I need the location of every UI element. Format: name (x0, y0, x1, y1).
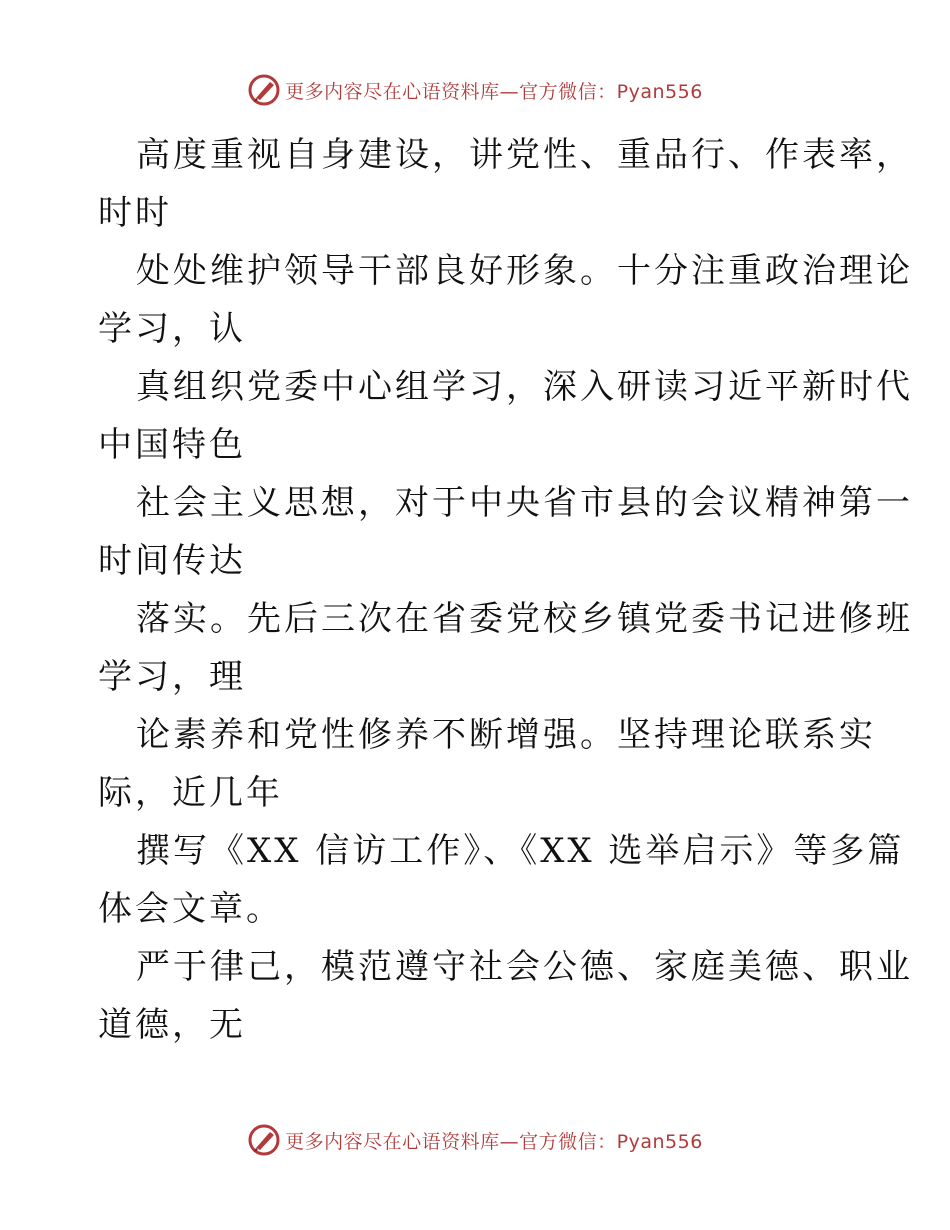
document-body (98, 126, 913, 1054)
pen-logo-icon (247, 73, 281, 107)
paragraph-line: 高度重视自身建设，讲党性、重品行、作表率， (136, 135, 913, 175)
watermark-text: 更多内容尽在心语资料库—官方微信：Pyan556 (285, 1130, 703, 1153)
paragraph-5 (98, 590, 913, 706)
paragraph-line-wrap: 学习，理 (98, 657, 246, 697)
header-watermark (0, 70, 950, 110)
paragraph-7 (98, 822, 905, 938)
paragraph-line: 处处维护领导干部良好形象。十分注重政治理论 (136, 251, 913, 291)
paragraph-1 (98, 126, 913, 242)
paragraph-line-wrap: 时时 (98, 193, 172, 233)
watermark-text: 更多内容尽在心语资料库—官方微信：Pyan556 (285, 80, 703, 103)
paragraph-line: 社会主义思想，对于中央省市县的会议精神第一 (136, 483, 913, 523)
paragraph-line: 严于律己，模范遵守社会公德、家庭美德、职业 (136, 947, 913, 987)
paragraph-line-wrap: 际，近几年 (98, 773, 283, 813)
paragraph-line-wrap: 学习，认 (98, 309, 246, 349)
footer-watermark (0, 1120, 950, 1160)
paragraph-8 (98, 938, 913, 1054)
paragraph-3 (98, 358, 913, 474)
paragraph-line: 真组织党委中心组学习，深入研读习近平新时代 (136, 367, 913, 407)
paragraph-line-wrap: 时间传达 (98, 541, 246, 581)
paragraph-line: 论素养和党性修养不断增强。坚持理论联系实 (136, 715, 876, 755)
paragraph-2 (98, 242, 913, 358)
paragraph-line: 撰写《XX 信访工作》、《XX 选举启示》等多篇 (136, 831, 905, 871)
paragraph-line-wrap: 中国特色 (98, 425, 246, 465)
paragraph-4 (98, 474, 913, 590)
paragraph-line: 落实。先后三次在省委党校乡镇党委书记进修班 (136, 599, 913, 639)
paragraph-line-wrap: 体会文章。 (98, 889, 283, 929)
pen-logo-icon (247, 1123, 281, 1157)
paragraph-6 (98, 706, 876, 822)
paragraph-line-wrap: 道德，无 (98, 1005, 246, 1045)
